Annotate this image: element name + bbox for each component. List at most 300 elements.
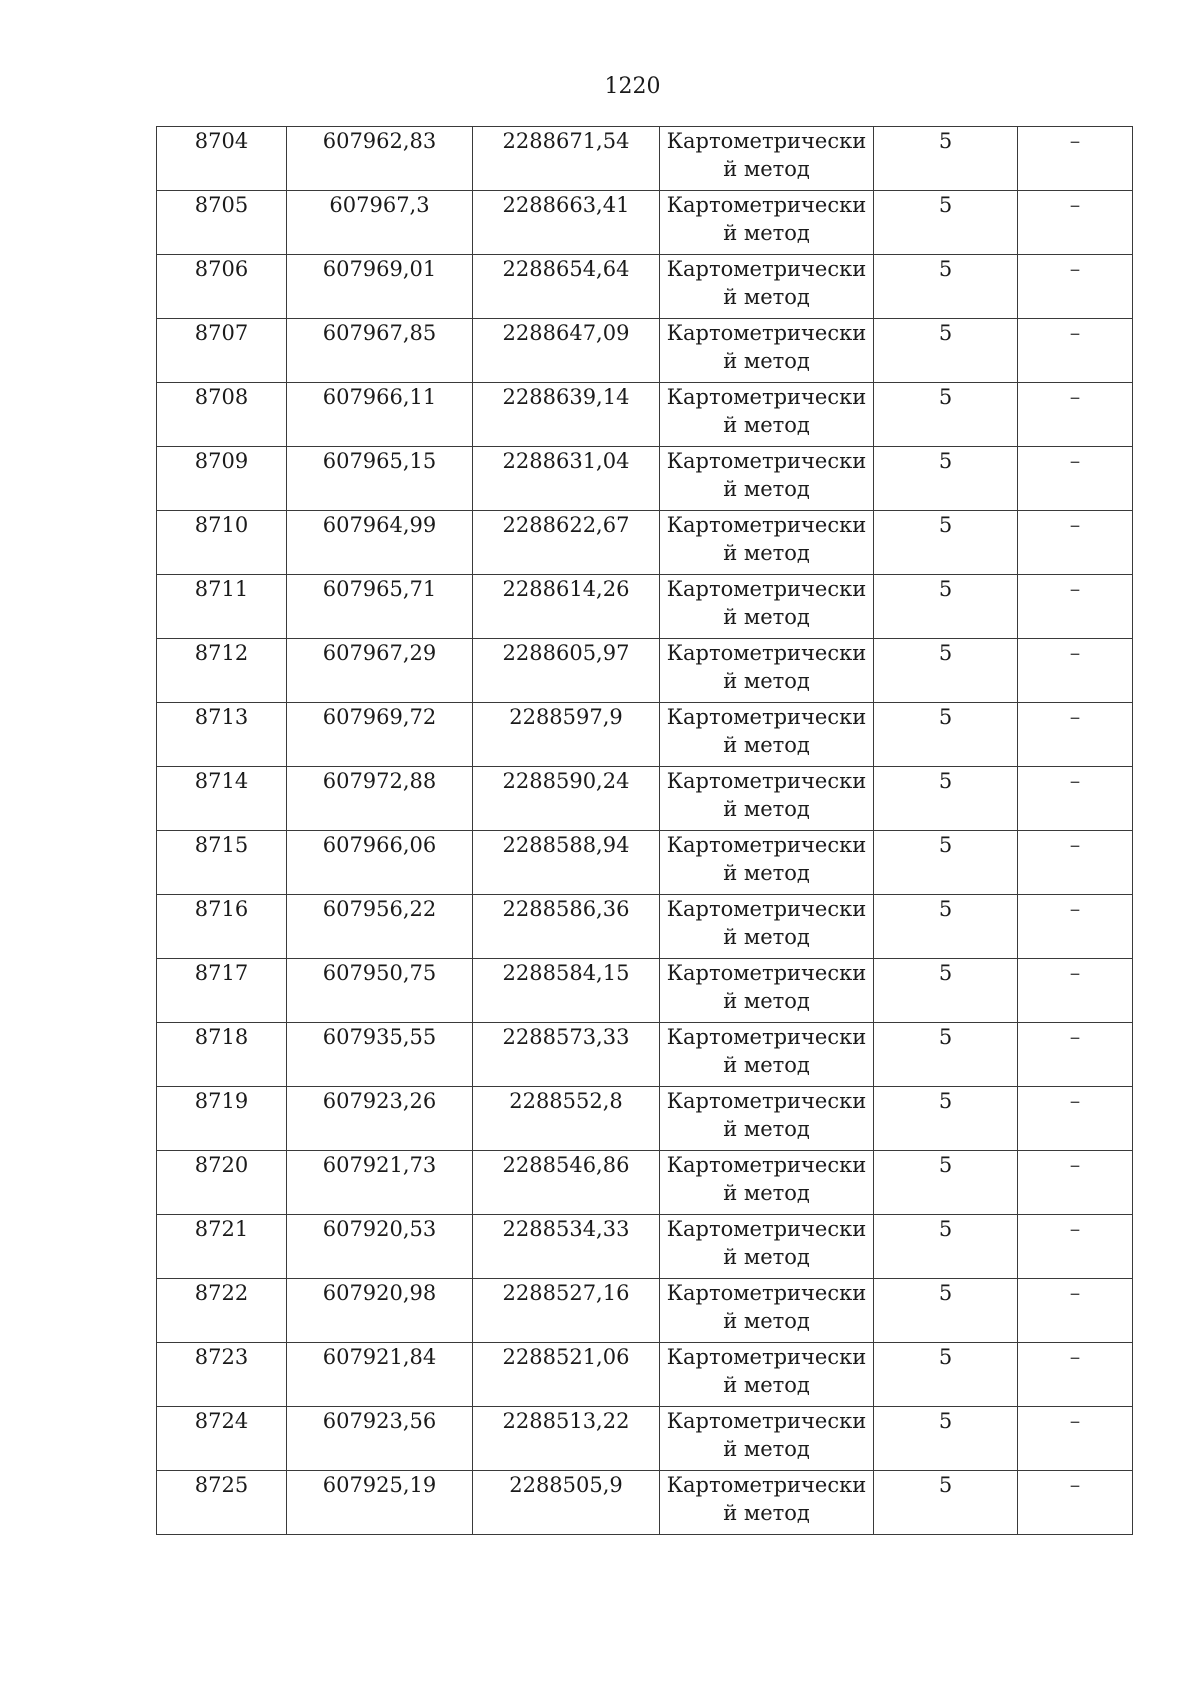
accuracy-cell [874, 767, 1018, 831]
accuracy-value: 5 [938, 1089, 953, 1113]
accuracy-value: 5 [938, 641, 953, 665]
point-id-cell [157, 575, 287, 639]
coordinates-table-body [157, 127, 1133, 1535]
coordinate-x-value: 607925,19 [322, 1473, 437, 1497]
point-id-cell [157, 319, 287, 383]
coordinate-x-value: 607920,53 [322, 1217, 437, 1241]
coordinate-x-cell [287, 319, 473, 383]
coordinate-y-value: 2288622,67 [502, 513, 630, 537]
coordinate-y-cell [473, 127, 660, 191]
accuracy-value: 5 [938, 577, 953, 601]
method-cell [660, 1471, 874, 1535]
note-value: – [1069, 1089, 1081, 1113]
method-line-2: й метод [723, 925, 810, 949]
note-cell [1018, 1151, 1133, 1215]
note-value: – [1069, 577, 1081, 601]
point-id-cell [157, 959, 287, 1023]
point-id-value: 8716 [194, 897, 249, 921]
method-cell [660, 639, 874, 703]
accuracy-cell [874, 127, 1018, 191]
note-value: – [1069, 1345, 1081, 1369]
method-cell [660, 831, 874, 895]
point-id-cell [157, 1151, 287, 1215]
coordinate-x-cell [287, 511, 473, 575]
accuracy-cell [874, 511, 1018, 575]
point-id-cell [157, 511, 287, 575]
table-row [157, 1471, 1133, 1535]
method-cell [660, 319, 874, 383]
table-row [157, 511, 1133, 575]
coordinate-x-value: 607923,26 [322, 1089, 437, 1113]
coordinate-y-cell [473, 1279, 660, 1343]
coordinate-y-value: 2288639,14 [502, 385, 630, 409]
coordinate-y-cell [473, 575, 660, 639]
table-row [157, 895, 1133, 959]
coordinate-x-value: 607967,85 [322, 321, 437, 345]
note-cell [1018, 447, 1133, 511]
accuracy-value: 5 [938, 513, 953, 537]
note-cell [1018, 575, 1133, 639]
accuracy-cell [874, 1215, 1018, 1279]
accuracy-value: 5 [938, 1345, 953, 1369]
coordinate-x-cell [287, 383, 473, 447]
coordinate-y-cell [473, 511, 660, 575]
accuracy-value: 5 [938, 1217, 953, 1241]
note-value: – [1069, 833, 1081, 857]
method-line-2: й метод [723, 157, 810, 181]
coordinate-y-value: 2288663,41 [502, 193, 630, 217]
point-id-cell [157, 703, 287, 767]
coordinate-y-value: 2288588,94 [502, 833, 630, 857]
accuracy-cell [874, 447, 1018, 511]
table-row [157, 1215, 1133, 1279]
coordinate-y-cell [473, 1151, 660, 1215]
coordinate-y-value: 2288546,86 [502, 1153, 630, 1177]
method-line-1: Картометрически [666, 897, 867, 921]
coordinate-y-cell [473, 383, 660, 447]
method-line-1: Картометрически [666, 1345, 867, 1369]
point-id-value: 8707 [194, 321, 249, 345]
coordinate-x-cell [287, 575, 473, 639]
method-cell [660, 1343, 874, 1407]
accuracy-value: 5 [938, 1473, 953, 1497]
note-value: – [1069, 705, 1081, 729]
coordinate-y-cell [473, 1215, 660, 1279]
coordinate-x-cell [287, 1023, 473, 1087]
note-cell [1018, 319, 1133, 383]
coordinate-x-cell [287, 1087, 473, 1151]
method-cell [660, 575, 874, 639]
coordinate-x-value: 607921,84 [322, 1345, 437, 1369]
coordinate-y-cell [473, 1023, 660, 1087]
accuracy-value: 5 [938, 897, 953, 921]
accuracy-cell [874, 1343, 1018, 1407]
method-line-2: й метод [723, 477, 810, 501]
coordinate-x-value: 607956,22 [322, 897, 437, 921]
accuracy-value: 5 [938, 129, 953, 153]
point-id-cell [157, 895, 287, 959]
coordinate-x-value: 607923,56 [322, 1409, 437, 1433]
coordinate-y-cell [473, 255, 660, 319]
coordinate-y-value: 2288527,16 [502, 1281, 630, 1305]
coordinate-y-value: 2288573,33 [502, 1025, 630, 1049]
table-row [157, 1343, 1133, 1407]
note-value: – [1069, 897, 1081, 921]
table-row [157, 1407, 1133, 1471]
method-line-1: Картометрически [666, 1281, 867, 1305]
note-cell [1018, 959, 1133, 1023]
note-cell [1018, 767, 1133, 831]
coordinate-x-cell [287, 1407, 473, 1471]
page-number: 1220 [604, 74, 661, 99]
method-line-1: Картометрически [666, 769, 867, 793]
coordinate-y-cell [473, 319, 660, 383]
coordinate-x-cell [287, 1279, 473, 1343]
note-value: – [1069, 321, 1081, 345]
coordinate-y-value: 2288513,22 [502, 1409, 630, 1433]
coordinate-y-value: 2288597,9 [509, 705, 623, 729]
accuracy-cell [874, 1023, 1018, 1087]
coordinate-x-cell [287, 1151, 473, 1215]
note-cell [1018, 1343, 1133, 1407]
coordinate-x-cell [287, 1343, 473, 1407]
table-row [157, 1087, 1133, 1151]
method-line-2: й метод [723, 989, 810, 1013]
method-line-1: Картометрически [666, 1473, 867, 1497]
coordinate-x-cell [287, 959, 473, 1023]
accuracy-cell [874, 319, 1018, 383]
note-cell [1018, 1023, 1133, 1087]
note-cell [1018, 383, 1133, 447]
note-value: – [1069, 1409, 1081, 1433]
coordinate-y-cell [473, 191, 660, 255]
point-id-cell [157, 1279, 287, 1343]
method-line-2: й метод [723, 1053, 810, 1077]
method-cell [660, 1087, 874, 1151]
coordinate-y-cell [473, 447, 660, 511]
accuracy-cell [874, 1151, 1018, 1215]
method-line-2: й метод [723, 285, 810, 309]
coordinate-y-value: 2288586,36 [502, 897, 630, 921]
method-cell [660, 255, 874, 319]
table-row [157, 703, 1133, 767]
table-row [157, 447, 1133, 511]
method-line-2: й метод [723, 733, 810, 757]
note-cell [1018, 639, 1133, 703]
method-cell [660, 383, 874, 447]
coordinate-x-value: 607920,98 [322, 1281, 437, 1305]
accuracy-value: 5 [938, 449, 953, 473]
coordinate-x-value: 607969,72 [322, 705, 437, 729]
accuracy-value: 5 [938, 1281, 953, 1305]
note-cell [1018, 511, 1133, 575]
method-line-1: Картометрически [666, 1153, 867, 1177]
accuracy-cell [874, 959, 1018, 1023]
accuracy-cell [874, 1279, 1018, 1343]
accuracy-cell [874, 895, 1018, 959]
point-id-cell [157, 1343, 287, 1407]
note-value: – [1069, 1025, 1081, 1049]
coordinate-y-cell [473, 959, 660, 1023]
method-line-2: й метод [723, 413, 810, 437]
coordinate-y-cell [473, 895, 660, 959]
coordinate-x-cell [287, 703, 473, 767]
coordinate-y-value: 2288552,8 [509, 1089, 623, 1113]
coordinate-x-cell [287, 447, 473, 511]
coordinate-y-cell [473, 639, 660, 703]
coordinate-x-value: 607966,11 [322, 385, 437, 409]
point-id-cell [157, 639, 287, 703]
point-id-value: 8719 [194, 1089, 249, 1113]
method-line-2: й метод [723, 1373, 810, 1397]
coordinate-x-cell [287, 639, 473, 703]
note-value: – [1069, 1217, 1081, 1241]
note-cell [1018, 1215, 1133, 1279]
method-line-1: Картометрически [666, 1217, 867, 1241]
note-cell [1018, 831, 1133, 895]
coordinate-y-cell [473, 1343, 660, 1407]
method-line-1: Картометрически [666, 257, 867, 281]
coordinate-x-cell [287, 1215, 473, 1279]
method-line-1: Картометрически [666, 1409, 867, 1433]
coordinate-y-value: 2288521,06 [502, 1345, 630, 1369]
point-id-value: 8710 [194, 513, 249, 537]
method-cell [660, 1279, 874, 1343]
point-id-value: 8722 [194, 1281, 249, 1305]
coordinate-x-value: 607972,88 [322, 769, 437, 793]
point-id-value: 8709 [194, 449, 249, 473]
method-line-2: й метод [723, 1117, 810, 1141]
accuracy-cell [874, 639, 1018, 703]
point-id-value: 8718 [194, 1025, 249, 1049]
accuracy-cell [874, 831, 1018, 895]
point-id-value: 8713 [194, 705, 249, 729]
method-line-2: й метод [723, 861, 810, 885]
point-id-cell [157, 1023, 287, 1087]
accuracy-cell [874, 383, 1018, 447]
method-line-1: Картометрически [666, 321, 867, 345]
method-line-1: Картометрически [666, 577, 867, 601]
coordinate-y-cell [473, 703, 660, 767]
method-cell [660, 767, 874, 831]
table-row [157, 575, 1133, 639]
note-value: – [1069, 129, 1081, 153]
accuracy-value: 5 [938, 257, 953, 281]
point-id-value: 8711 [194, 577, 249, 601]
table-row [157, 831, 1133, 895]
method-line-1: Картометрически [666, 449, 867, 473]
note-value: – [1069, 385, 1081, 409]
method-line-2: й метод [723, 221, 810, 245]
table-row [157, 959, 1133, 1023]
method-line-2: й метод [723, 349, 810, 373]
point-id-cell [157, 383, 287, 447]
note-cell [1018, 1471, 1133, 1535]
table-row [157, 639, 1133, 703]
table-row [157, 1151, 1133, 1215]
coordinate-x-cell [287, 895, 473, 959]
point-id-cell [157, 1407, 287, 1471]
point-id-cell [157, 1215, 287, 1279]
coordinate-x-value: 607967,29 [322, 641, 437, 665]
accuracy-cell [874, 703, 1018, 767]
coordinate-y-value: 2288654,64 [502, 257, 630, 281]
method-line-2: й метод [723, 1245, 810, 1269]
method-cell [660, 1023, 874, 1087]
accuracy-value: 5 [938, 385, 953, 409]
coordinate-y-value: 2288647,09 [502, 321, 630, 345]
coordinate-y-value: 2288605,97 [502, 641, 630, 665]
point-id-value: 8721 [194, 1217, 249, 1241]
note-value: – [1069, 193, 1081, 217]
coordinate-y-value: 2288590,24 [502, 769, 630, 793]
method-line-1: Картометрически [666, 129, 867, 153]
coordinates-table [156, 126, 1133, 1535]
point-id-cell [157, 767, 287, 831]
point-id-value: 8720 [194, 1153, 249, 1177]
coordinate-y-value: 2288614,26 [502, 577, 630, 601]
coordinate-x-cell [287, 767, 473, 831]
coordinate-y-value: 2288505,9 [509, 1473, 623, 1497]
accuracy-value: 5 [938, 961, 953, 985]
accuracy-cell [874, 1407, 1018, 1471]
point-id-value: 8704 [194, 129, 249, 153]
accuracy-cell [874, 575, 1018, 639]
method-cell [660, 895, 874, 959]
method-line-2: й метод [723, 1181, 810, 1205]
coordinate-y-cell [473, 1471, 660, 1535]
coordinate-x-cell [287, 191, 473, 255]
point-id-cell [157, 127, 287, 191]
table-row [157, 767, 1133, 831]
method-line-1: Картометрически [666, 1089, 867, 1113]
coordinate-x-value: 607967,3 [329, 193, 430, 217]
coordinate-x-cell [287, 127, 473, 191]
coordinate-x-value: 607966,06 [322, 833, 437, 857]
point-id-value: 8715 [194, 833, 249, 857]
method-cell [660, 959, 874, 1023]
coordinate-x-value: 607965,15 [322, 449, 437, 473]
point-id-value: 8708 [194, 385, 249, 409]
coordinate-y-cell [473, 1087, 660, 1151]
note-value: – [1069, 1153, 1081, 1177]
table-row [157, 383, 1133, 447]
coordinate-x-value: 607965,71 [322, 577, 437, 601]
accuracy-cell [874, 255, 1018, 319]
coordinate-y-value: 2288671,54 [502, 129, 630, 153]
method-cell [660, 1151, 874, 1215]
method-line-1: Картометрически [666, 193, 867, 217]
method-line-2: й метод [723, 541, 810, 565]
method-cell [660, 127, 874, 191]
point-id-cell [157, 1087, 287, 1151]
method-line-1: Картометрически [666, 513, 867, 537]
point-id-value: 8706 [194, 257, 249, 281]
coordinate-x-cell [287, 255, 473, 319]
coordinate-x-value: 607964,99 [322, 513, 437, 537]
accuracy-cell [874, 191, 1018, 255]
method-cell [660, 447, 874, 511]
accuracy-value: 5 [938, 1409, 953, 1433]
method-cell [660, 1407, 874, 1471]
method-line-1: Картометрически [666, 385, 867, 409]
point-id-value: 8725 [194, 1473, 249, 1497]
method-cell [660, 1215, 874, 1279]
note-value: – [1069, 1281, 1081, 1305]
method-line-2: й метод [723, 1437, 810, 1461]
point-id-cell [157, 831, 287, 895]
accuracy-value: 5 [938, 1025, 953, 1049]
method-line-2: й метод [723, 797, 810, 821]
table-row [157, 319, 1133, 383]
coordinate-x-value: 607969,01 [322, 257, 437, 281]
note-cell [1018, 703, 1133, 767]
point-id-value: 8717 [194, 961, 249, 985]
point-id-value: 8724 [194, 1409, 249, 1433]
coordinate-y-cell [473, 831, 660, 895]
coordinate-x-value: 607962,83 [322, 129, 437, 153]
table-row [157, 1279, 1133, 1343]
coordinate-x-value: 607935,55 [322, 1025, 437, 1049]
accuracy-value: 5 [938, 833, 953, 857]
accuracy-value: 5 [938, 769, 953, 793]
note-value: – [1069, 449, 1081, 473]
method-line-2: й метод [723, 605, 810, 629]
table-row [157, 191, 1133, 255]
method-cell [660, 511, 874, 575]
note-cell [1018, 1407, 1133, 1471]
note-value: – [1069, 769, 1081, 793]
coordinate-x-value: 607921,73 [322, 1153, 437, 1177]
note-value: – [1069, 961, 1081, 985]
method-cell [660, 191, 874, 255]
point-id-value: 8723 [194, 1345, 249, 1369]
point-id-cell [157, 191, 287, 255]
coordinate-x-value: 607950,75 [322, 961, 437, 985]
method-line-2: й метод [723, 1309, 810, 1333]
coordinate-x-cell [287, 831, 473, 895]
accuracy-value: 5 [938, 321, 953, 345]
point-id-value: 8712 [194, 641, 249, 665]
coordinate-y-cell [473, 767, 660, 831]
method-line-1: Картометрически [666, 961, 867, 985]
note-cell [1018, 127, 1133, 191]
coordinate-y-value: 2288534,33 [502, 1217, 630, 1241]
coordinate-y-value: 2288631,04 [502, 449, 630, 473]
note-cell [1018, 191, 1133, 255]
accuracy-value: 5 [938, 1153, 953, 1177]
method-line-2: й метод [723, 1501, 810, 1525]
accuracy-cell [874, 1087, 1018, 1151]
point-id-cell [157, 255, 287, 319]
method-cell [660, 703, 874, 767]
method-line-2: й метод [723, 669, 810, 693]
table-row [157, 1023, 1133, 1087]
coordinate-x-cell [287, 1471, 473, 1535]
table-row [157, 127, 1133, 191]
method-line-1: Картометрически [666, 641, 867, 665]
accuracy-value: 5 [938, 193, 953, 217]
note-value: – [1069, 257, 1081, 281]
note-cell [1018, 255, 1133, 319]
note-value: – [1069, 513, 1081, 537]
table-row [157, 255, 1133, 319]
note-cell [1018, 1279, 1133, 1343]
point-id-value: 8714 [194, 769, 249, 793]
point-id-value: 8705 [194, 193, 249, 217]
method-line-1: Картометрически [666, 1025, 867, 1049]
coordinate-y-cell [473, 1407, 660, 1471]
